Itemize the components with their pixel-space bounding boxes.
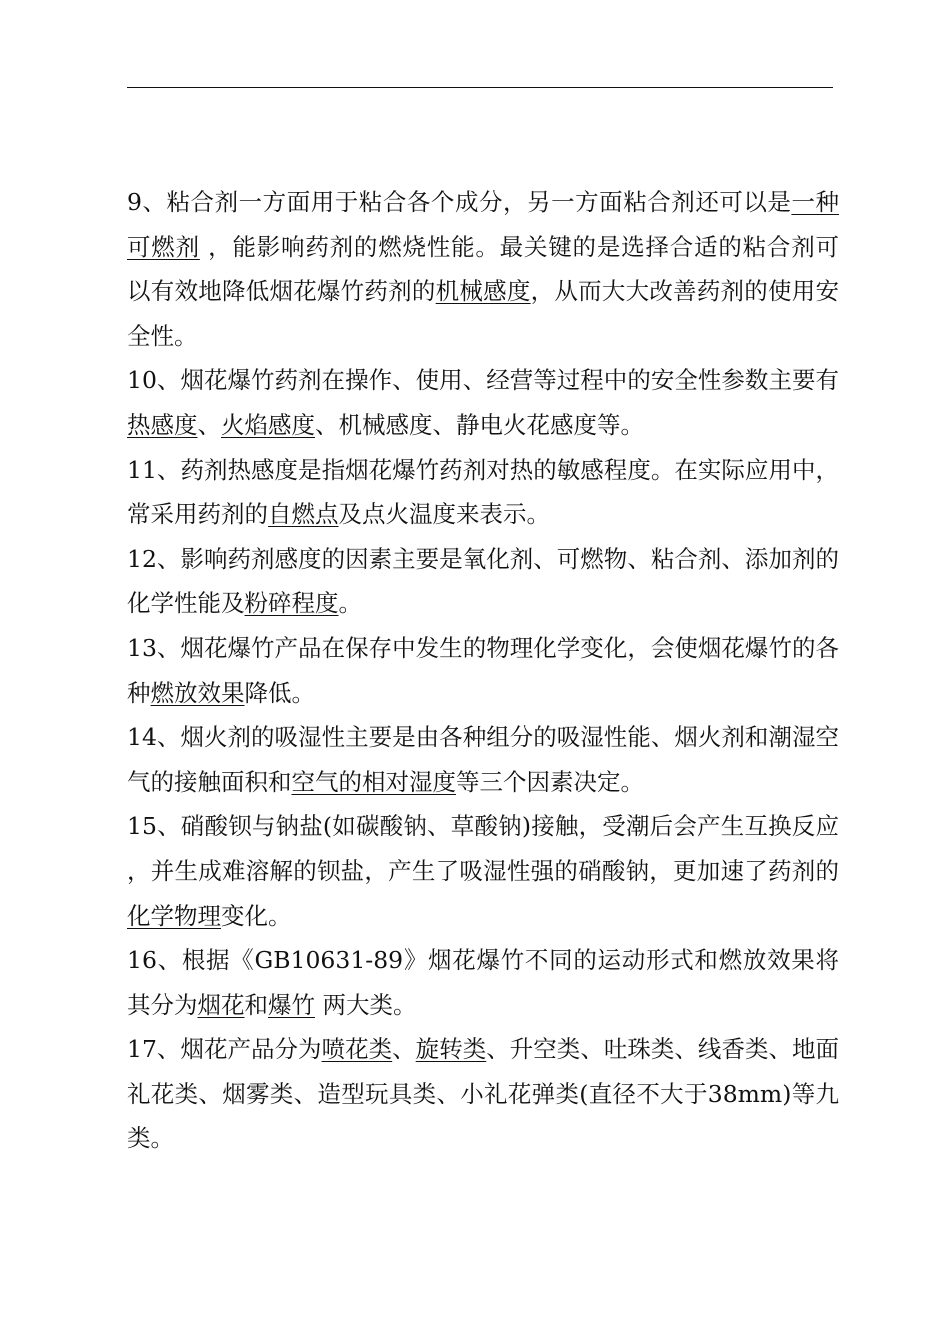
item-12-underlined-answer: 粉碎程度 [244, 589, 339, 618]
item-14-text: 等三个因素决定。 [456, 767, 644, 796]
item-17-text: 、升空类、吐珠类、线香类、地面礼花类、烟雾类、造型玩具类、小礼花弹类(直径不大于38mm)等九类。 [127, 1035, 840, 1153]
item-15 [127, 804, 839, 938]
item-9-text: 9、粘合剂一方面用于粘合各个成分，另一方面粘合剂还可以是 [127, 188, 792, 216]
item-11-underlined-answer: 自燃点 [268, 500, 339, 529]
item-13-text: 13、烟花爆竹产品在保存中发生的物理化学变化，会使烟花爆竹的各种 [127, 633, 839, 707]
item-9-underlined-answer: 机械感度 [435, 277, 531, 306]
item-11-text: 11、药剂热感度是指烟花爆竹药剂对热的敏感程度。在实际应用中，常采用药剂的 [127, 455, 839, 529]
item-9-text: ，从而大大改善药剂的使用安全性。 [127, 277, 840, 350]
header-rule [127, 87, 833, 88]
item-14-text: 14、烟火剂的吸湿性主要是由各种组分的吸湿性能、烟火剂和潮湿空气的接触面积和 [127, 723, 839, 796]
item-14 [127, 715, 839, 804]
item-14-underlined-answer: 空气的相对湿度 [291, 767, 456, 796]
item-9-text: ，能影响药剂的燃烧性能。最关键的是选择合适的粘合剂可以有效地降低烟花爆竹药剂的 [127, 232, 839, 306]
document-body [127, 180, 839, 1161]
item-16-underlined-answer: 烟花 [197, 990, 245, 1019]
item-12-text: 12、影响药剂感度的因素主要是氧化剂、可燃物、粘合剂、添加剂的化学性能及 [127, 544, 839, 618]
item-17-text: 、 [392, 1035, 416, 1064]
item-10-underlined-answer: 火焰感度 [221, 410, 315, 439]
item-12 [127, 537, 839, 626]
item-17-underlined-answer: 喷花类 [321, 1035, 393, 1064]
item-10-text: 、机械感度、静电火花感度等。 [315, 410, 644, 439]
item-15-underlined-answer: 化学物理 [127, 901, 221, 930]
item-13-underlined-answer: 燃放效果 [150, 678, 245, 707]
item-17 [127, 1027, 839, 1161]
item-10-underlined-answer: 热感度 [127, 410, 198, 439]
item-17-underlined-answer: 旋转类 [415, 1035, 487, 1064]
item-10-text: 、 [197, 410, 221, 439]
item-11 [127, 448, 839, 537]
item-11-text: 及点火温度来表示。 [338, 500, 550, 529]
item-12-text: 。 [338, 589, 362, 618]
item-13-text: 降低。 [244, 678, 315, 707]
item-13 [127, 626, 839, 715]
item-10-text: 10、烟花爆竹药剂在操作、使用、经营等过程中的安全性参数主要有 [127, 366, 839, 395]
item-16-text: 和 [244, 990, 268, 1019]
item-9-underlined-answer: 一种可燃剂 [127, 188, 840, 261]
item-16 [127, 938, 839, 1027]
item-16-text: 两大类。 [315, 990, 417, 1019]
item-9 [127, 180, 839, 358]
item-15-text: 15、硝酸钡与钠盐(如碳酸钠、草酸钠)接触，受潮后会产生互换反应，并生成难溶解的钡盐，产生了吸湿性强的硝酸钠，更加速了药剂的 [127, 812, 839, 885]
item-10 [127, 358, 839, 447]
item-16-underlined-answer: 爆竹 [268, 990, 315, 1019]
item-17-text: 17、烟花产品分为 [127, 1035, 322, 1064]
item-15-text: 变化。 [221, 901, 292, 930]
item-16-text: 16、根据《GB10631-89》烟花爆竹不同的运动形式和燃放效果将其分为 [127, 946, 839, 1019]
